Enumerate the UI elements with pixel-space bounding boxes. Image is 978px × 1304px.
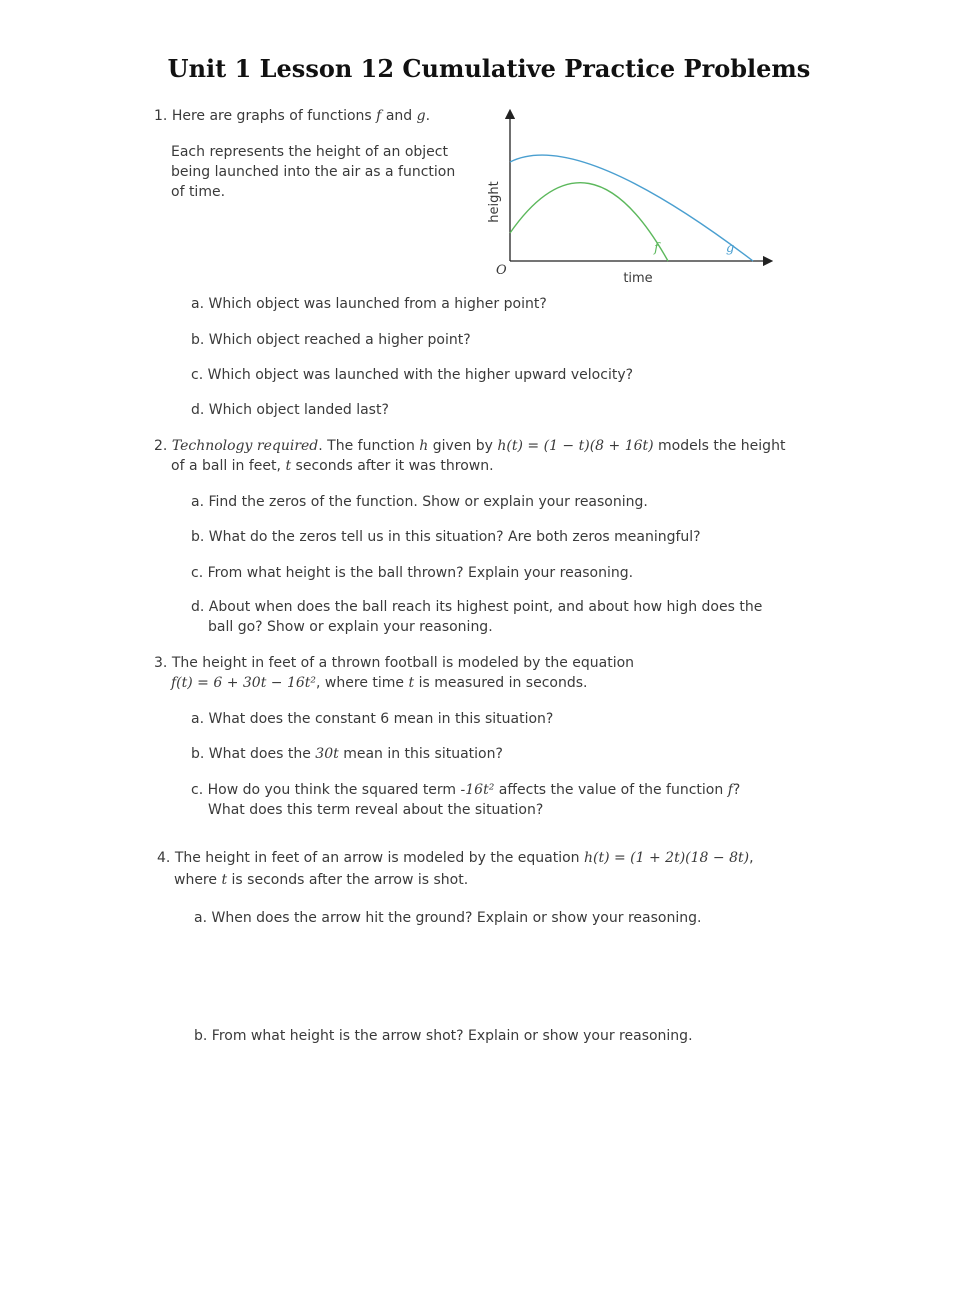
part-text: mean in this situation? [343,746,503,762]
f-curve-label: f [654,241,659,256]
problem-1-desc-line: of time. [171,184,226,200]
part-letter: a. [191,296,205,312]
part-letter: c. [191,565,204,581]
problem-2d-line2: ball go? Show or explain your reasoning. [208,619,493,635]
intro-text: models the height [658,438,786,454]
f-curve [510,183,668,261]
math-f: f [727,782,733,798]
part-letter: c. [191,782,204,798]
problem-2c [191,563,633,583]
intro-text: , where time [316,675,405,691]
problem-4-intro [157,848,754,868]
part-text: What does the [208,746,311,762]
problem-2-intro-line2 [171,456,494,476]
part-letter: b. [191,746,205,762]
technology-required-label: Technology required [171,438,319,454]
equation: f(t) = 6 + 30t − 16t² [171,675,317,691]
part-letter: a. [191,494,205,510]
math-t: t [408,675,415,691]
part-letter: d. [191,402,205,418]
problem-4b [194,1026,693,1046]
problem-1-desc-line: Each represents the height of an object [171,144,448,160]
g-curve-label: g [726,241,735,256]
period: . [425,108,431,124]
intro-text: Here are graphs of functions [171,108,372,124]
math-g: g [416,108,426,124]
intro-text: where [174,872,217,888]
origin-label: O [496,263,507,278]
problem-3c [191,780,740,800]
intro-text: of a ball in feet, [171,458,281,474]
intro-text: The height in feet of a thrown football is modeled by the equation [171,655,635,671]
math-term: -16t² [460,782,495,798]
and-text: and [385,108,413,124]
part-text: When does the arrow hit the ground? Explain or show your reasoning. [211,910,702,926]
math-t: t [285,458,292,474]
problem-3a [191,709,553,729]
problem-3-intro-line2 [171,673,587,693]
problem-1d [191,400,389,420]
intro-text: seconds after it was thrown. [295,458,494,474]
problem-3c-line2: What does this term reveal about the situation? [208,802,544,818]
part-text: What does the constant 6 mean in this situation? [208,711,554,727]
problem-1a [191,294,547,314]
part-text: Which object landed last? [208,402,389,418]
part-text: From what height is the arrow shot? Explain or show your reasoning. [211,1028,693,1044]
intro-text: The height in feet of an arrow is modeled by the equation [174,850,580,866]
problem-number: 3. [154,655,168,671]
part-text: Find the zeros of the function. Show or explain your reasoning. [208,494,648,510]
part-letter: b. [191,529,205,545]
part-text: affects the value of the function [498,782,724,798]
comma: , [749,850,754,866]
part-letter: a. [191,711,205,727]
equation: h(t) = (1 − t)(8 + 16t) [497,438,654,454]
problem-number: 1. [154,108,168,124]
problem-number: 4. [157,850,171,866]
part-letter: b. [191,332,205,348]
problem-1-desc-line: being launched into the air as a function [171,164,456,180]
part-text: Which object reached a higher point? [208,332,471,348]
problem-4-intro-line2 [174,870,468,890]
math-t: t [221,872,228,888]
part-text: Which object was launched with the higher upward velocity? [207,367,634,383]
problem-2b [191,527,701,547]
math-h: h [419,438,429,454]
problem-number: 2. [154,438,168,454]
part-letter: c. [191,367,204,383]
height-time-graph [476,106,776,291]
problem-3b [191,744,503,764]
intro-text: is measured in seconds. [418,675,588,691]
problem-1c [191,365,633,385]
problem-2a [191,492,648,512]
problem-3-intro [154,653,634,673]
math-term: 30t [315,746,339,762]
problem-4a [194,908,701,928]
part-letter: d. [191,599,205,615]
g-curve [510,155,753,261]
equation: h(t) = (1 + 2t)(18 − 8t) [583,850,750,866]
question-mark: ? [732,782,741,798]
part-text: About when does the ball reach its highest point, and about how high does the [208,599,763,615]
part-text: What do the zeros tell us in this situation? Are both zeros meaningful? [208,529,701,545]
problem-1-intro [154,106,430,126]
intro-text: given by [432,438,493,454]
part-text: From what height is the ball thrown? Explain your reasoning. [207,565,634,581]
problem-2d [191,597,762,617]
part-text: Which object was launched from a higher point? [208,296,547,312]
x-axis-label: time [623,271,653,286]
part-letter: b. [194,1028,208,1044]
intro-text: is seconds after the arrow is shot. [231,872,469,888]
page-title: Unit 1 Lesson 12 Cumulative Practice Problems [167,54,811,83]
part-letter: a. [194,910,208,926]
problem-2-intro [154,436,785,456]
part-text: How do you think the squared term [207,782,457,798]
problem-1b [191,330,471,350]
math-f: f [376,108,382,124]
y-axis-label: height [487,181,502,223]
intro-text: . The function [318,438,415,454]
